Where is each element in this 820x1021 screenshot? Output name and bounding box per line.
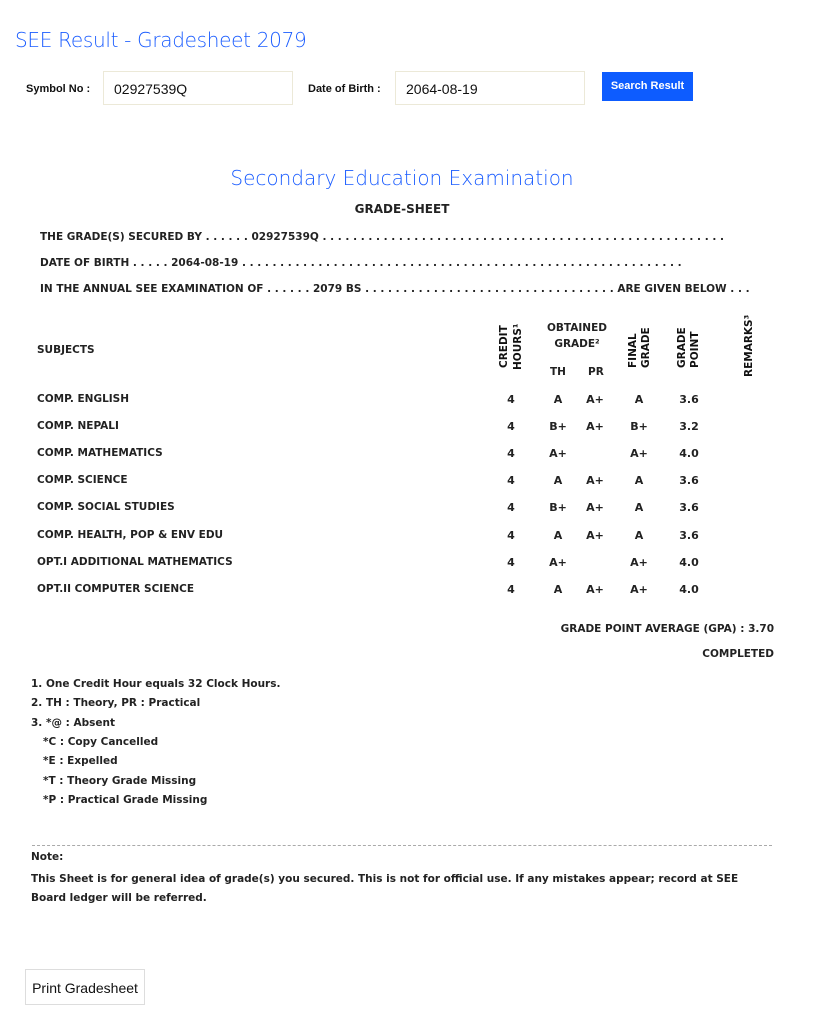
subject-name: OPT.II COMPUTER SCIENCE [37, 582, 195, 595]
footnote: 3. *@ : Absent [31, 716, 115, 729]
subject-name: COMP. SCIENCE [37, 474, 128, 487]
credit-cell: 4 [507, 501, 515, 515]
th-cell: A+ [549, 447, 567, 461]
final-cell: A+ [630, 555, 648, 569]
footnote: 2. TH : Theory, PR : Practical [31, 697, 201, 710]
pr-cell: A+ [586, 528, 604, 542]
note-text: This Sheet is for general idea of grade(s) you secured. This is not for official use. If any mistakes appear; record at SEE Board ledger will be referred. [31, 873, 739, 904]
credit-cell: 4 [507, 582, 515, 596]
pr-cell: A+ [586, 582, 604, 596]
final-cell: A+ [630, 582, 648, 596]
subject-name: COMP. ENGLISH [37, 393, 130, 405]
final-cell: A [634, 501, 644, 515]
credit-cell: 4 [507, 528, 515, 542]
gp-cell: 3.6 [679, 501, 699, 515]
gp-cell: 4.0 [679, 447, 699, 461]
remarks-header: REMARKS³ [743, 314, 755, 377]
page-title: SEE Result - Gradesheet 2079 [15, 28, 307, 52]
gp-cell: 3.6 [679, 393, 699, 406]
final-cell: A [634, 393, 644, 406]
dob-line: DATE OF BIRTH . . . . . 2064-08-19 . . . . . . . . . . . . . . . . . . . . . . . . . . . . . . . . . . . . . . . . . . . . . . . . . . . . . . . . . . [40, 257, 682, 269]
print-gradesheet-button[interactable]: Print Gradesheet [25, 969, 145, 1005]
footnote: *E : Expelled [43, 755, 118, 768]
th-cell: B+ [549, 501, 567, 515]
pr-cell: A+ [586, 474, 604, 488]
credit-cell: 4 [507, 447, 515, 461]
subjects-header: SUBJECTS [37, 344, 95, 356]
gp-cell: 3.6 [679, 474, 699, 488]
footnote: *P : Practical Grade Missing [43, 793, 208, 806]
gp-cell: 3.6 [679, 528, 699, 542]
dob-input[interactable]: 2064-08-19 [395, 71, 585, 105]
final-cell: B+ [630, 420, 648, 434]
credit-header-1: CREDIT [498, 325, 510, 368]
final-cell: A [634, 474, 644, 488]
final-header-1: FINAL [627, 333, 639, 368]
credit-header-2: HOURS¹ [512, 323, 524, 370]
credit-cell: 4 [507, 474, 515, 488]
gp-cell: 3.2 [679, 420, 699, 434]
footnote: *C : Copy Cancelled [43, 735, 159, 748]
credit-cell: 4 [507, 555, 515, 569]
th-cell: A [553, 582, 563, 596]
footnote: *T : Theory Grade Missing [43, 774, 197, 787]
gp-header-2: POINT [689, 331, 701, 368]
footnote: 1. One Credit Hour equals 32 Clock Hours. [31, 678, 281, 690]
final-cell: A+ [630, 447, 648, 461]
subject-name: COMP. MATHEMATICS [37, 447, 163, 460]
gradesheet-heading: GRADE-SHEET [354, 202, 450, 216]
secured-by-line: THE GRADE(S) SECURED BY . . . . . . 02927539Q . . . . . . . . . . . . . . . . . . . . . . . . . . . . . . . . . . . . . . . . . . . . . . . . . . . . . [40, 231, 724, 243]
note-label: Note: [31, 851, 64, 863]
obtained-header-2: GRADE² [554, 338, 600, 350]
credit-cell: 4 [507, 393, 515, 406]
subject-name: OPT.I ADDITIONAL MATHEMATICS [37, 555, 233, 568]
th-cell: A+ [549, 555, 567, 569]
th-cell: A [553, 393, 563, 406]
dob-label: Date of Birth : [308, 83, 381, 95]
gpa: GRADE POINT AVERAGE (GPA) : 3.70 [560, 623, 774, 635]
pr-cell: A+ [586, 420, 604, 434]
th-cell: A [553, 474, 563, 488]
th-header: TH [550, 366, 566, 378]
gp-cell: 4.0 [679, 582, 699, 596]
subject-name: COMP. SOCIAL STUDIES [37, 501, 175, 514]
th-cell: A [553, 528, 563, 542]
obtained-header-1: OBTAINED [547, 322, 607, 334]
th-cell: B+ [549, 420, 567, 434]
pr-cell: A+ [586, 393, 604, 406]
sheet-heading: Secondary Education Examination [230, 166, 574, 190]
final-header-2: GRADE [640, 327, 652, 368]
symbol-label: Symbol No : [26, 83, 91, 95]
pr-cell: A+ [586, 501, 604, 515]
divider [32, 845, 772, 846]
subject-name: COMP. HEALTH, POP & ENV EDU [37, 528, 224, 541]
exam-line: IN THE ANNUAL SEE EXAMINATION OF . . . . . . 2079 BS . . . . . . . . . . . . . . . . . . . . . . . . . . . . . . . . . ARE GIVEN BELOW . . . [40, 283, 750, 295]
gp-header-1: GRADE [676, 327, 688, 368]
pr-header: PR [588, 366, 604, 378]
gp-cell: 4.0 [679, 555, 699, 569]
subject-name: COMP. NEPALI [37, 420, 119, 433]
final-cell: A [634, 528, 644, 542]
credit-cell: 4 [507, 420, 515, 434]
symbol-input[interactable]: 02927539Q [103, 71, 293, 105]
search-result-button[interactable]: Search Result [602, 72, 693, 101]
status: COMPLETED [702, 648, 774, 660]
